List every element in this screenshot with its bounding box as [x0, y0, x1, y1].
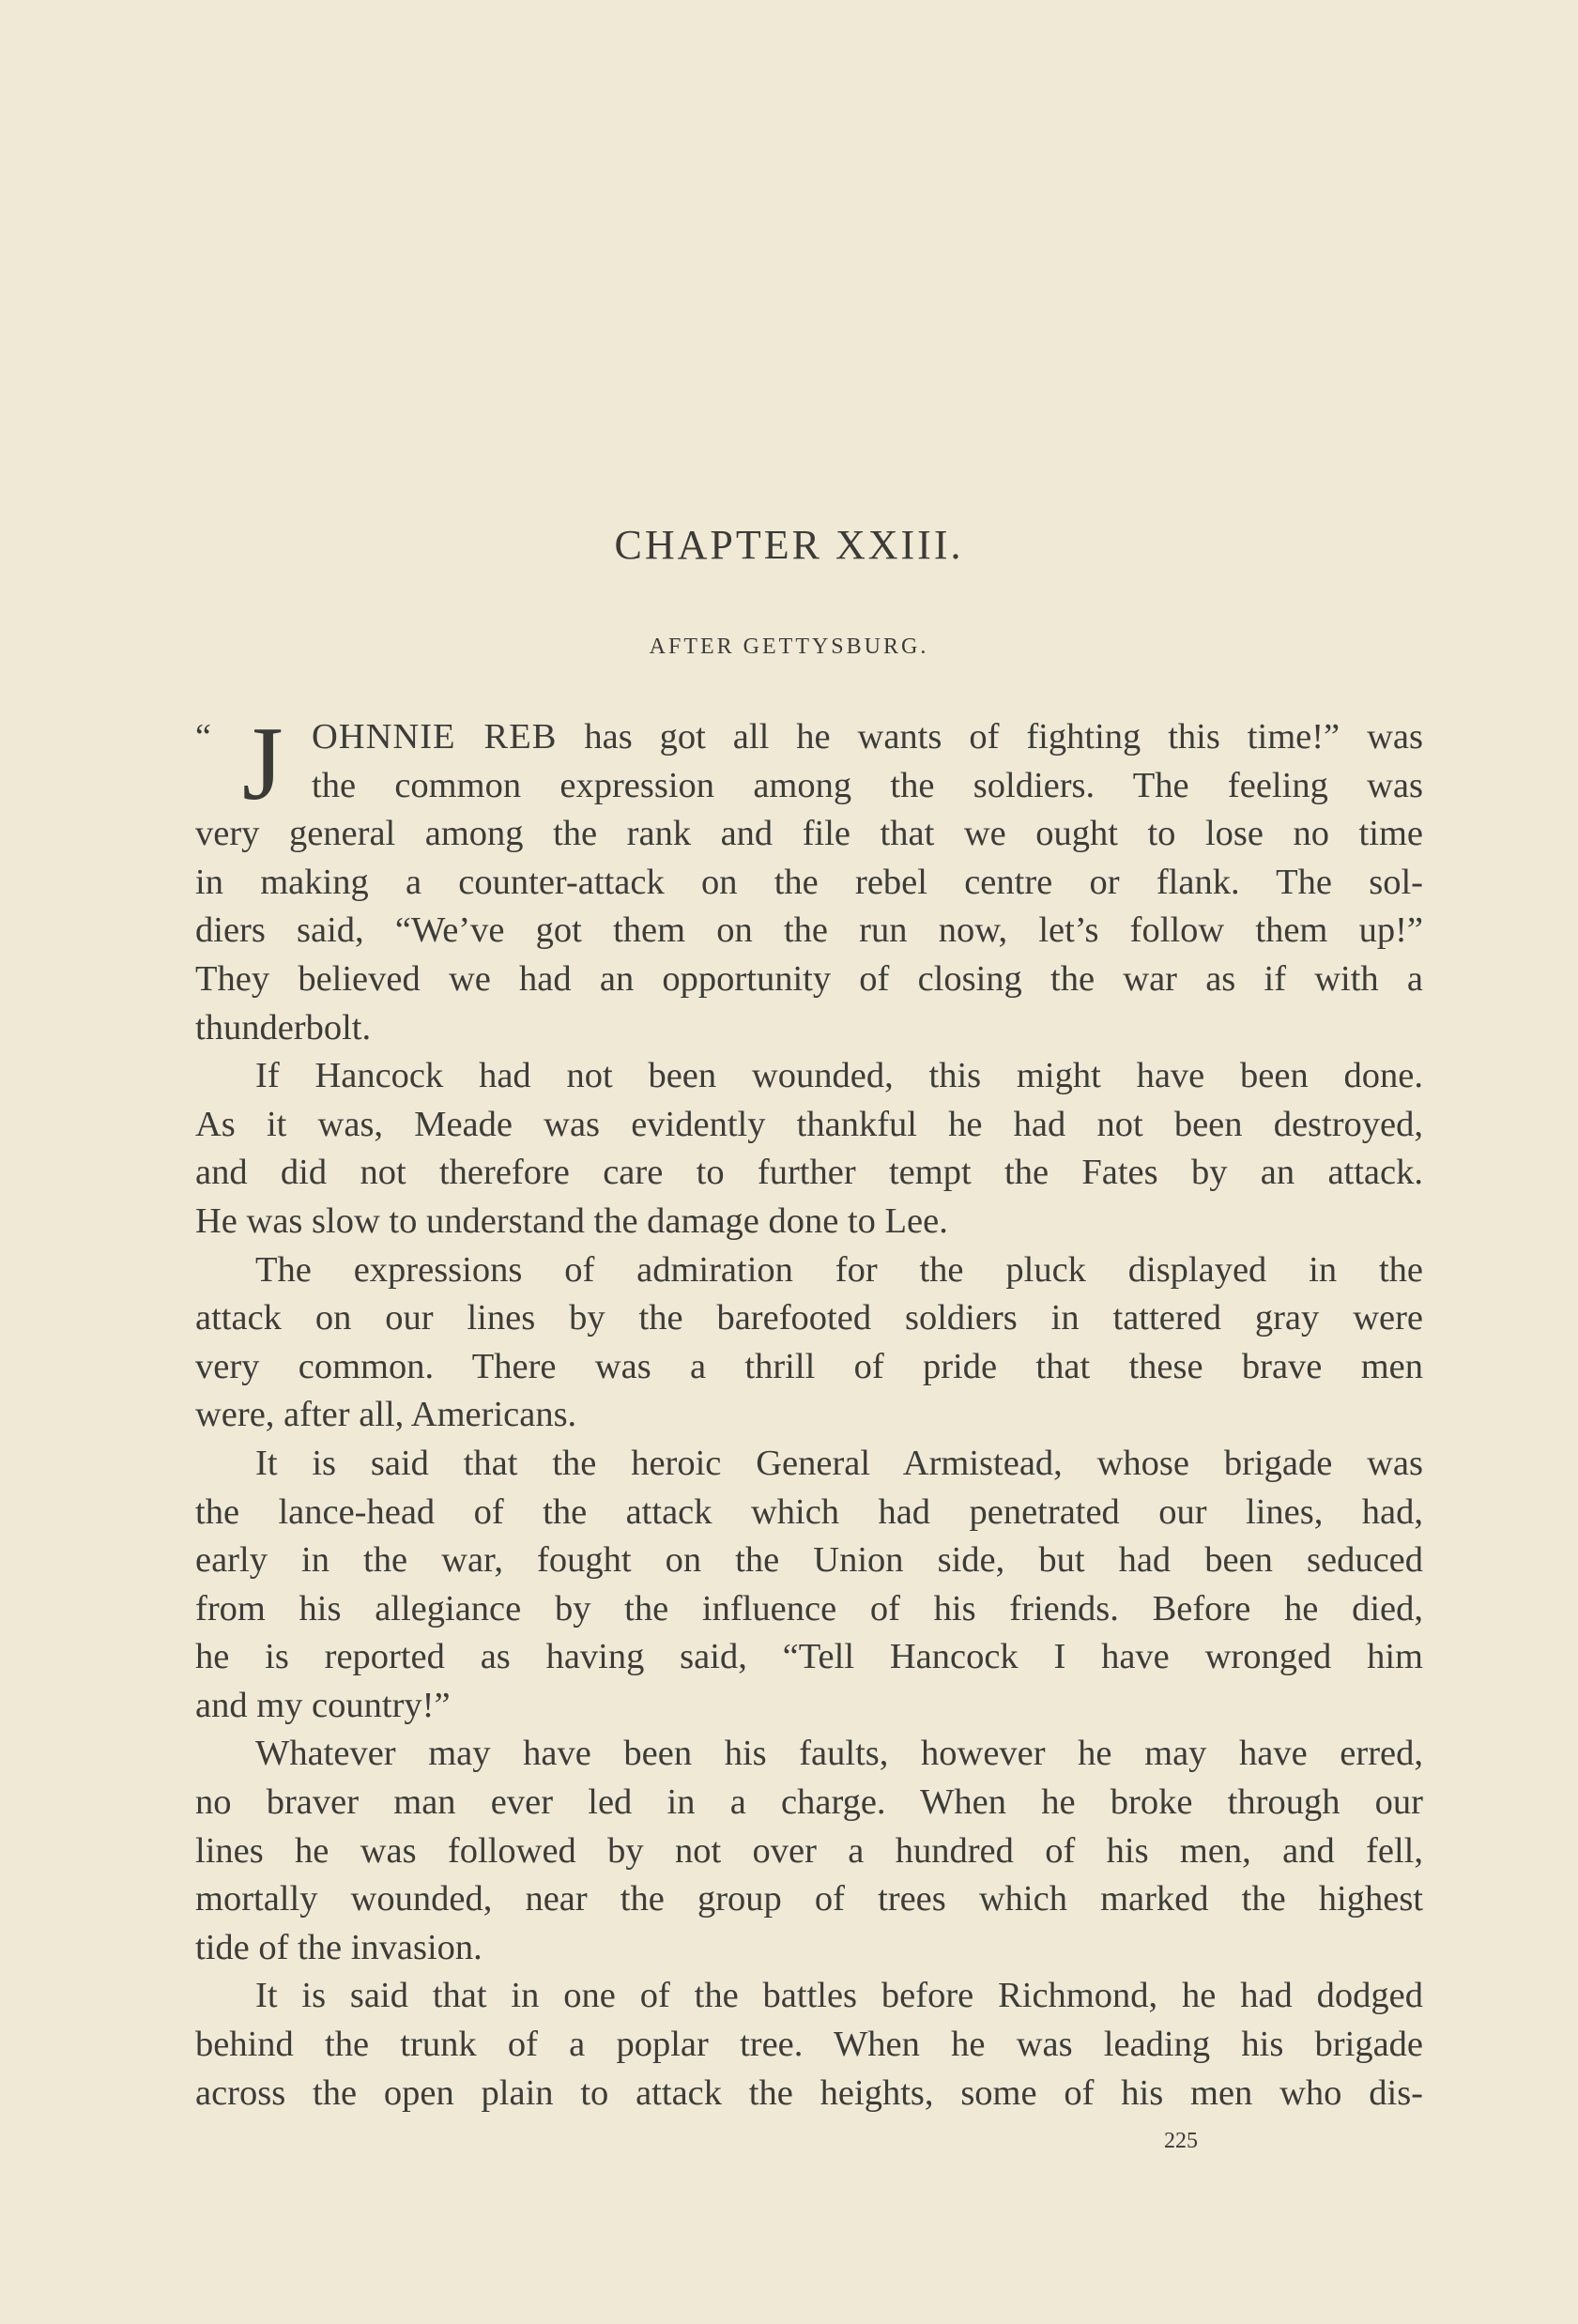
paragraph-6 — [195, 1972, 1423, 2118]
text-line: the lance-head of the attack which had penetrated our lines, had, — [195, 1491, 1423, 1532]
text-line: very common. There was a thrill of pride that these brave men — [195, 1346, 1423, 1386]
text-line: were, after all, Americans. — [195, 1395, 577, 1435]
text-line: As it was, Meade was evidently thankful he had not been destroyed, — [195, 1104, 1423, 1144]
text-line: no braver man ever led in a charge. When he broke through our — [195, 1782, 1423, 1823]
text-line: from his allegiance by the influence of his friends. Before he died, — [195, 1588, 1423, 1628]
text-line: early in the war, fought on the Union side, but had been seduced — [195, 1540, 1423, 1581]
text-line: attack on our lines by the barefooted soldiers in tattered gray were — [195, 1298, 1423, 1338]
text-line: behind the trunk of a poplar tree. When he was leading his brigade — [195, 2025, 1423, 2065]
text-line: tide of the invasion. — [195, 1927, 483, 1967]
text-line: lines he was followed by not over a hundred of his men, and fell, — [195, 1830, 1423, 1871]
page-number: 225 — [1164, 2129, 1198, 2153]
text-line: diers said, “We’ve got them on the run now, let’s follow them up!” — [195, 910, 1423, 951]
body-text — [195, 706, 1423, 2118]
text-line: The expressions of admiration for the pluck displayed in the — [255, 1249, 1423, 1290]
text-line: If Hancock had not been wounded, this might have been done. — [255, 1056, 1423, 1096]
paragraph-1 — [195, 706, 1423, 1052]
text-line: thunderbolt. — [195, 1007, 372, 1047]
text-line: the common expression among the soldiers. The feeling was — [312, 765, 1423, 805]
paragraph-4 — [195, 1440, 1423, 1731]
text-line: very general among the rank and file that we ought to lose no time — [195, 814, 1423, 854]
text-line: and my country!” — [195, 1685, 451, 1725]
drop-cap: J — [242, 706, 283, 822]
text-line: mortally wounded, near the group of trees which marked the highest — [195, 1879, 1423, 1919]
text-line: across the open plain to attack the heights, some of his men who dis- — [195, 2072, 1423, 2113]
text-line-rest: has got all he wants of fighting this time!” was — [557, 717, 1423, 757]
text-line: They believed we had an opportunity of closing the war as if with a — [195, 958, 1423, 999]
paragraph-5 — [195, 1730, 1423, 1972]
lead-small-caps: OHNNIE REB — [312, 717, 558, 757]
opening-quote-mark: “ — [195, 717, 211, 757]
text-line: in making a counter-attack on the rebel centre or flank. The sol- — [195, 862, 1423, 902]
paragraph-2 — [195, 1052, 1423, 1246]
text-line: He was slow to understand the damage done to Lee. — [195, 1200, 948, 1241]
chapter-title: CHAPTER XXIII. — [614, 522, 964, 568]
text-line: It is said that in one of the battles before Richmond, he had dodged — [255, 1976, 1423, 2016]
chapter-subtitle: AFTER GETTYSBURG. — [649, 635, 929, 659]
text-line: he is reported as having said, “Tell Hancock I have wronged him — [195, 1637, 1423, 1677]
text-line: It is said that the heroic General Armistead, whose brigade was — [255, 1443, 1423, 1483]
text-line: Whatever may have been his faults, however he may have erred, — [255, 1734, 1423, 1774]
paragraph-3 — [195, 1246, 1423, 1440]
text-line — [195, 713, 1423, 762]
text-line: and did not therefore care to further tempt the Fates by an attack. — [195, 1153, 1423, 1193]
